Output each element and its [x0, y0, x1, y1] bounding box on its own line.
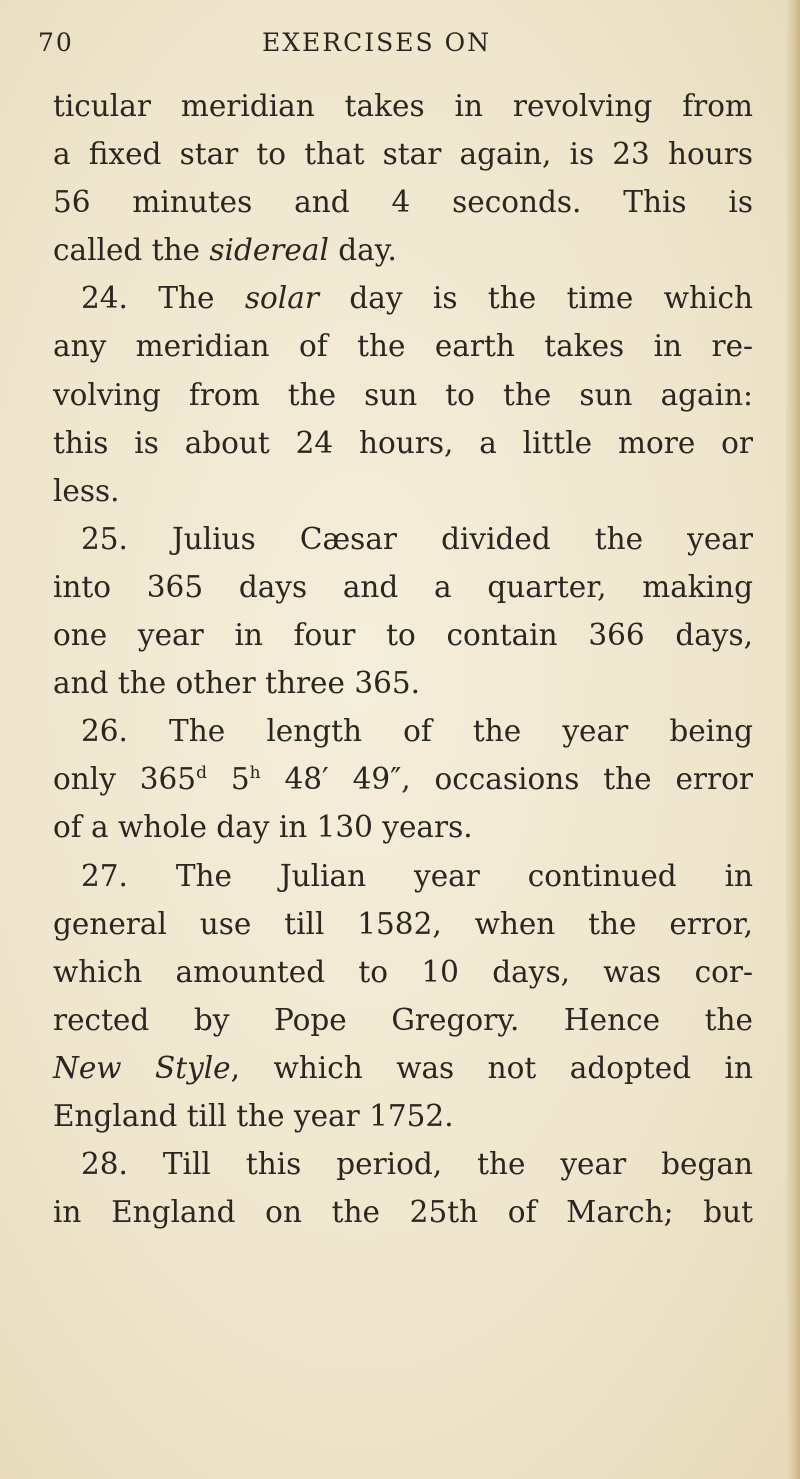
text-line: 27. The Julian year continued in [81, 858, 753, 893]
text-line: a fixed star to that star again, is 23 hours [53, 137, 753, 172]
body-text [53, 82, 753, 1236]
text-line: 28. Till this period, the year began [81, 1147, 753, 1182]
text-run: only 365 [53, 762, 197, 797]
text-line: in England on the 25th of March; but [53, 1195, 753, 1230]
text-line: of a whole day in 130 years. [53, 810, 473, 845]
text-line: general use till 1582, when the error, [53, 906, 753, 941]
text-line: any meridian of the earth takes in re- [53, 329, 753, 364]
text-run: 24. The [81, 281, 245, 316]
text-line [53, 755, 753, 803]
page-edge [786, 0, 800, 1479]
text-run: 5 [206, 762, 250, 797]
text-run: 48′ 49″, occasions the error [260, 762, 753, 797]
text-line: 26. The length of the year being [81, 714, 753, 749]
text-line [53, 274, 753, 322]
emphasis-new-style: New Style [53, 1050, 231, 1085]
superscript-d: d [196, 763, 207, 784]
text-line: 25. Julius Cæsar divided the year [81, 521, 753, 556]
text-line: this is about 24 hours, a little more or [53, 425, 753, 460]
text-line: less. [53, 473, 120, 508]
text-line: ticular meridian takes in revolving from [53, 89, 753, 123]
text-run: called the [53, 233, 210, 268]
page-header [0, 28, 800, 68]
text-line: into 365 days and a quarter, making [53, 569, 753, 604]
text-line: and the other three 365. [53, 666, 421, 701]
superscript-h: h [249, 763, 261, 784]
text-line: rected by Pope Gregory. Hence the [53, 1002, 753, 1037]
text-line: volving from the sun to the sun again: [53, 377, 753, 412]
running-head: EXERCISES ON [262, 28, 491, 57]
text-run: , which was not adopted in [230, 1050, 753, 1085]
text-line: 56 minutes and 4 seconds. This is [53, 185, 753, 220]
emphasis-solar: solar [244, 281, 319, 316]
page-number: 70 [38, 28, 74, 57]
text-line [53, 1044, 753, 1092]
text-line [53, 226, 753, 274]
text-line: which amounted to 10 days, was cor- [53, 954, 753, 989]
emphasis-sidereal: sidereal [209, 233, 329, 268]
text-run: day is the time which [318, 281, 753, 316]
text-run: day. [328, 233, 397, 268]
text-line: England till the year 1752. [53, 1098, 454, 1133]
text-line: one year in four to contain 366 days, [53, 618, 753, 653]
